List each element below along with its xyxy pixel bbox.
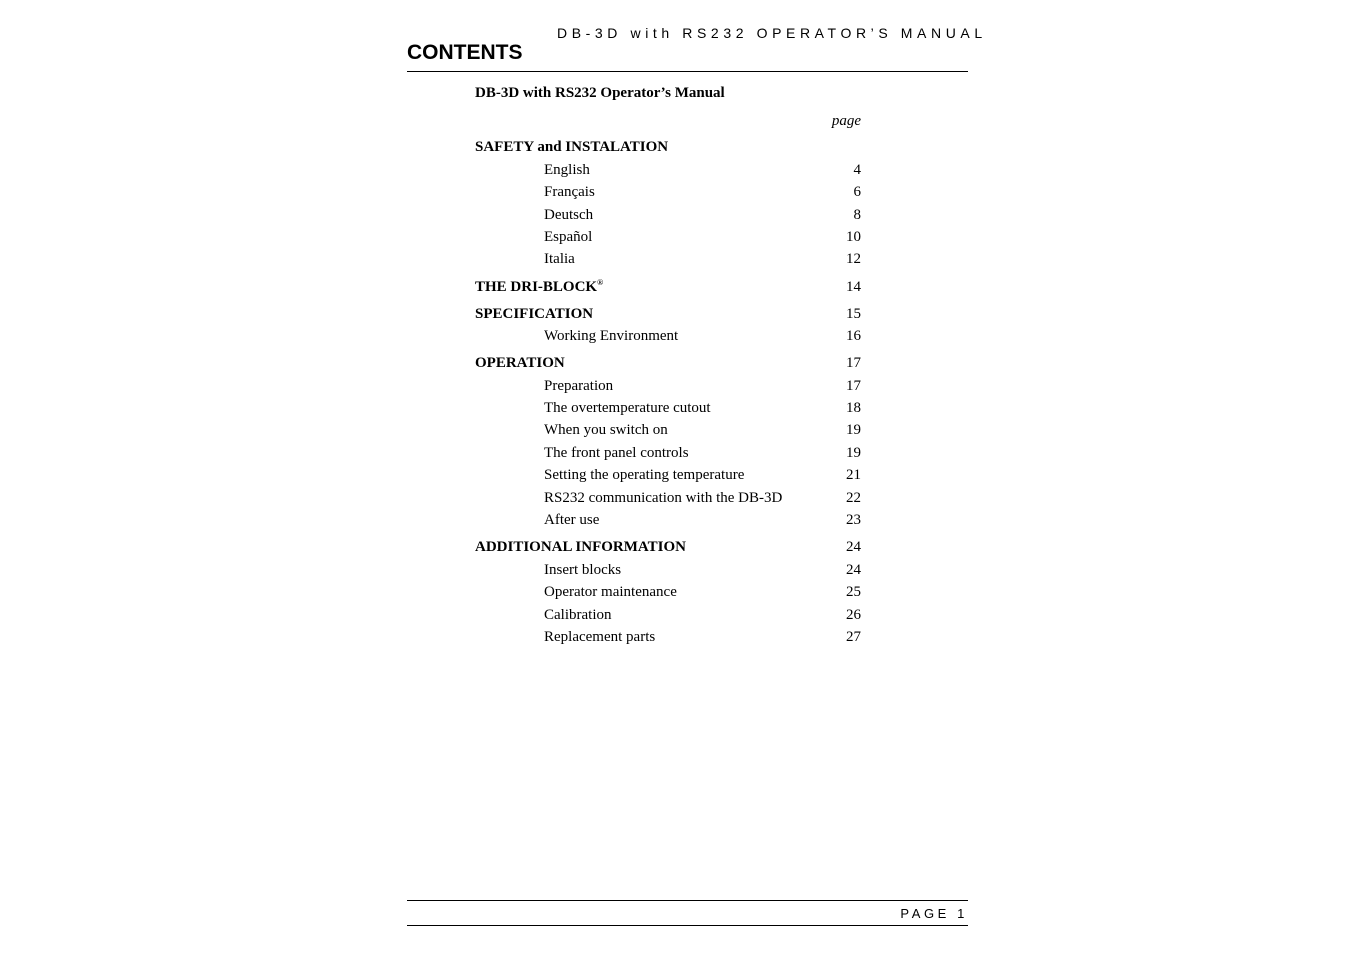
toc-entry-text: SPECIFICATION <box>475 306 594 322</box>
toc-entry-page: 16 <box>846 328 861 344</box>
toc-row[interactable] <box>475 400 861 420</box>
page-column-label: page <box>831 113 861 129</box>
toc-entry-text: RS232 communication with the DB-3D <box>544 490 783 506</box>
toc-entry-page: 15 <box>846 306 861 322</box>
toc-entry-page: 23 <box>846 512 861 528</box>
toc-row[interactable] <box>475 445 861 465</box>
toc-entry-text: Français <box>544 184 595 200</box>
toc-entry-text: Working Environment <box>544 328 679 344</box>
toc-entry-text: After use <box>544 512 600 528</box>
toc-row[interactable] <box>475 539 861 559</box>
toc-row[interactable] <box>475 328 861 348</box>
toc-row[interactable] <box>475 207 861 227</box>
toc-entry-page: 25 <box>846 584 861 600</box>
registered-mark: ® <box>597 278 604 287</box>
toc-entry-page: 4 <box>853 162 861 178</box>
toc-entry-text: ADDITIONAL INFORMATION <box>475 539 686 555</box>
running-header: DB-3D with RS232 OPERATOR’S MANUAL <box>557 25 987 41</box>
toc-entry-text: OPERATION <box>475 355 565 371</box>
toc-row[interactable] <box>475 490 861 510</box>
toc-entry-text: The overtemperature cutout <box>544 400 711 416</box>
footer-rule-bottom <box>407 925 968 926</box>
toc-entry-text: Operator maintenance <box>544 584 677 600</box>
toc-entry-page: 14 <box>846 279 861 295</box>
toc-entry-page: 27 <box>846 629 861 645</box>
toc-entry-page: 8 <box>853 207 861 223</box>
toc-entry-text: Italia <box>544 251 575 267</box>
toc-entry-text: Preparation <box>544 378 614 394</box>
toc-entry-page: 17 <box>846 355 861 371</box>
toc-entry-page: 19 <box>846 422 861 438</box>
toc-row[interactable] <box>475 139 861 159</box>
toc-row[interactable] <box>475 607 861 627</box>
toc-entry-page: 24 <box>846 562 861 578</box>
toc-entry-page: 19 <box>846 445 861 461</box>
toc-entry-text: Deutsch <box>544 207 594 223</box>
toc-entry-text: The front panel controls <box>544 445 689 461</box>
toc-entry-text: Calibration <box>544 607 612 623</box>
toc-row[interactable] <box>475 251 861 271</box>
toc-entry-text: Español <box>544 229 593 245</box>
toc-row[interactable] <box>475 229 861 249</box>
toc-entry-text: English <box>544 162 590 178</box>
toc-row[interactable] <box>475 562 861 582</box>
toc-row[interactable] <box>475 629 861 649</box>
toc-entry-page: 24 <box>846 539 861 555</box>
toc-entry-text <box>475 279 603 296</box>
toc-row[interactable] <box>475 584 861 604</box>
toc-entry-text: SAFETY and INSTALATION <box>475 139 669 155</box>
toc-entry-page: 22 <box>846 490 861 506</box>
toc-row[interactable] <box>475 467 861 487</box>
toc-row[interactable] <box>475 378 861 398</box>
contents-title: CONTENTS <box>407 41 523 64</box>
toc-entry-page: 17 <box>846 378 861 394</box>
toc-row[interactable] <box>475 306 861 326</box>
toc-row[interactable] <box>475 512 861 532</box>
toc-entry-text: When you switch on <box>544 422 668 438</box>
toc-row[interactable] <box>475 355 861 375</box>
toc-entry-page: 6 <box>853 184 861 200</box>
toc-row[interactable] <box>475 162 861 182</box>
toc-entry-text: Setting the operating temperature <box>544 467 745 483</box>
toc-entry-page: 12 <box>846 251 861 267</box>
footer-rule-top <box>407 900 968 901</box>
footer-page-label: PAGE 1 <box>900 906 968 921</box>
toc-entry-text: Insert blocks <box>544 562 622 578</box>
toc-entry-page: 21 <box>846 467 861 483</box>
toc-entry-page: 26 <box>846 607 861 623</box>
toc-entry-title: THE DRI-BLOCK <box>475 279 598 295</box>
toc-row[interactable] <box>475 422 861 442</box>
header-rule <box>407 71 968 72</box>
toc-subtitle: DB-3D with RS232 Operator’s Manual <box>475 85 725 101</box>
toc-entry-page: 18 <box>846 400 861 416</box>
toc-row[interactable] <box>475 279 861 299</box>
toc-row[interactable] <box>475 184 861 204</box>
toc-entry-page: 10 <box>846 229 861 245</box>
toc-entry-text: Replacement parts <box>544 629 656 645</box>
